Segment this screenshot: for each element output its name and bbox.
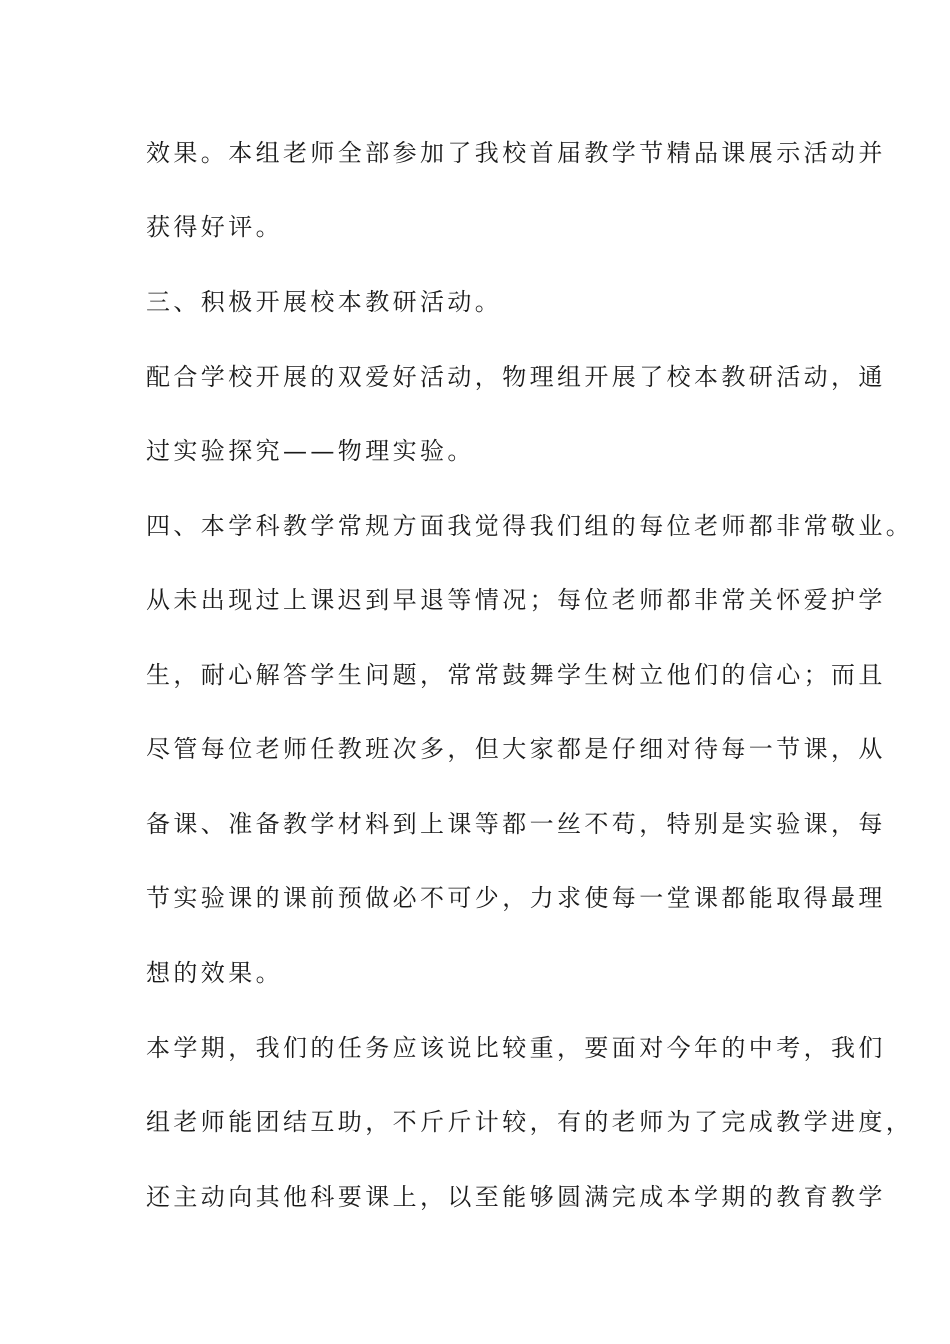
text-line: 尽管每位老师任教班次多，但大家都是仔细对待每一节课，从 [146,735,886,763]
text-line: 节实验课的课前预做必不可少，力求使每一堂课都能取得最理 [146,884,886,912]
text-line: 配合学校开展的双爱好活动，物理组开展了校本教研活动，通 [146,363,886,391]
text-line: 获得好评。 [146,213,283,241]
text-line: 想的效果。 [146,959,283,987]
section-heading: 四、本学科教学常规方面我觉得我们组的每位老师都非常敬业。 [146,512,914,540]
text-line: 效果。本组老师全部参加了我校首届教学节精品课展示活动并 [146,139,886,167]
text-line: 生，耐心解答学生问题，常常鼓舞学生树立他们的信心；而且 [146,661,886,689]
text-line: 备课、准备教学材料到上课等都一丝不苟，特别是实验课，每 [146,810,886,838]
text-line: 过实验探究——物理实验。 [146,437,475,465]
text-line: 还主动向其他科要课上，以至能够圆满完成本学期的教育教学 [146,1183,886,1211]
section-heading: 三、积极开展校本教研活动。 [146,288,503,316]
text-line: 本学期，我们的任务应该说比较重，要面对今年的中考，我们 [146,1034,886,1062]
text-line: 从未出现过上课迟到早退等情况；每位老师都非常关怀爱护学 [146,586,886,614]
text-line: 组老师能团结互助，不斤斤计较，有的老师为了完成教学进度， [146,1108,914,1136]
